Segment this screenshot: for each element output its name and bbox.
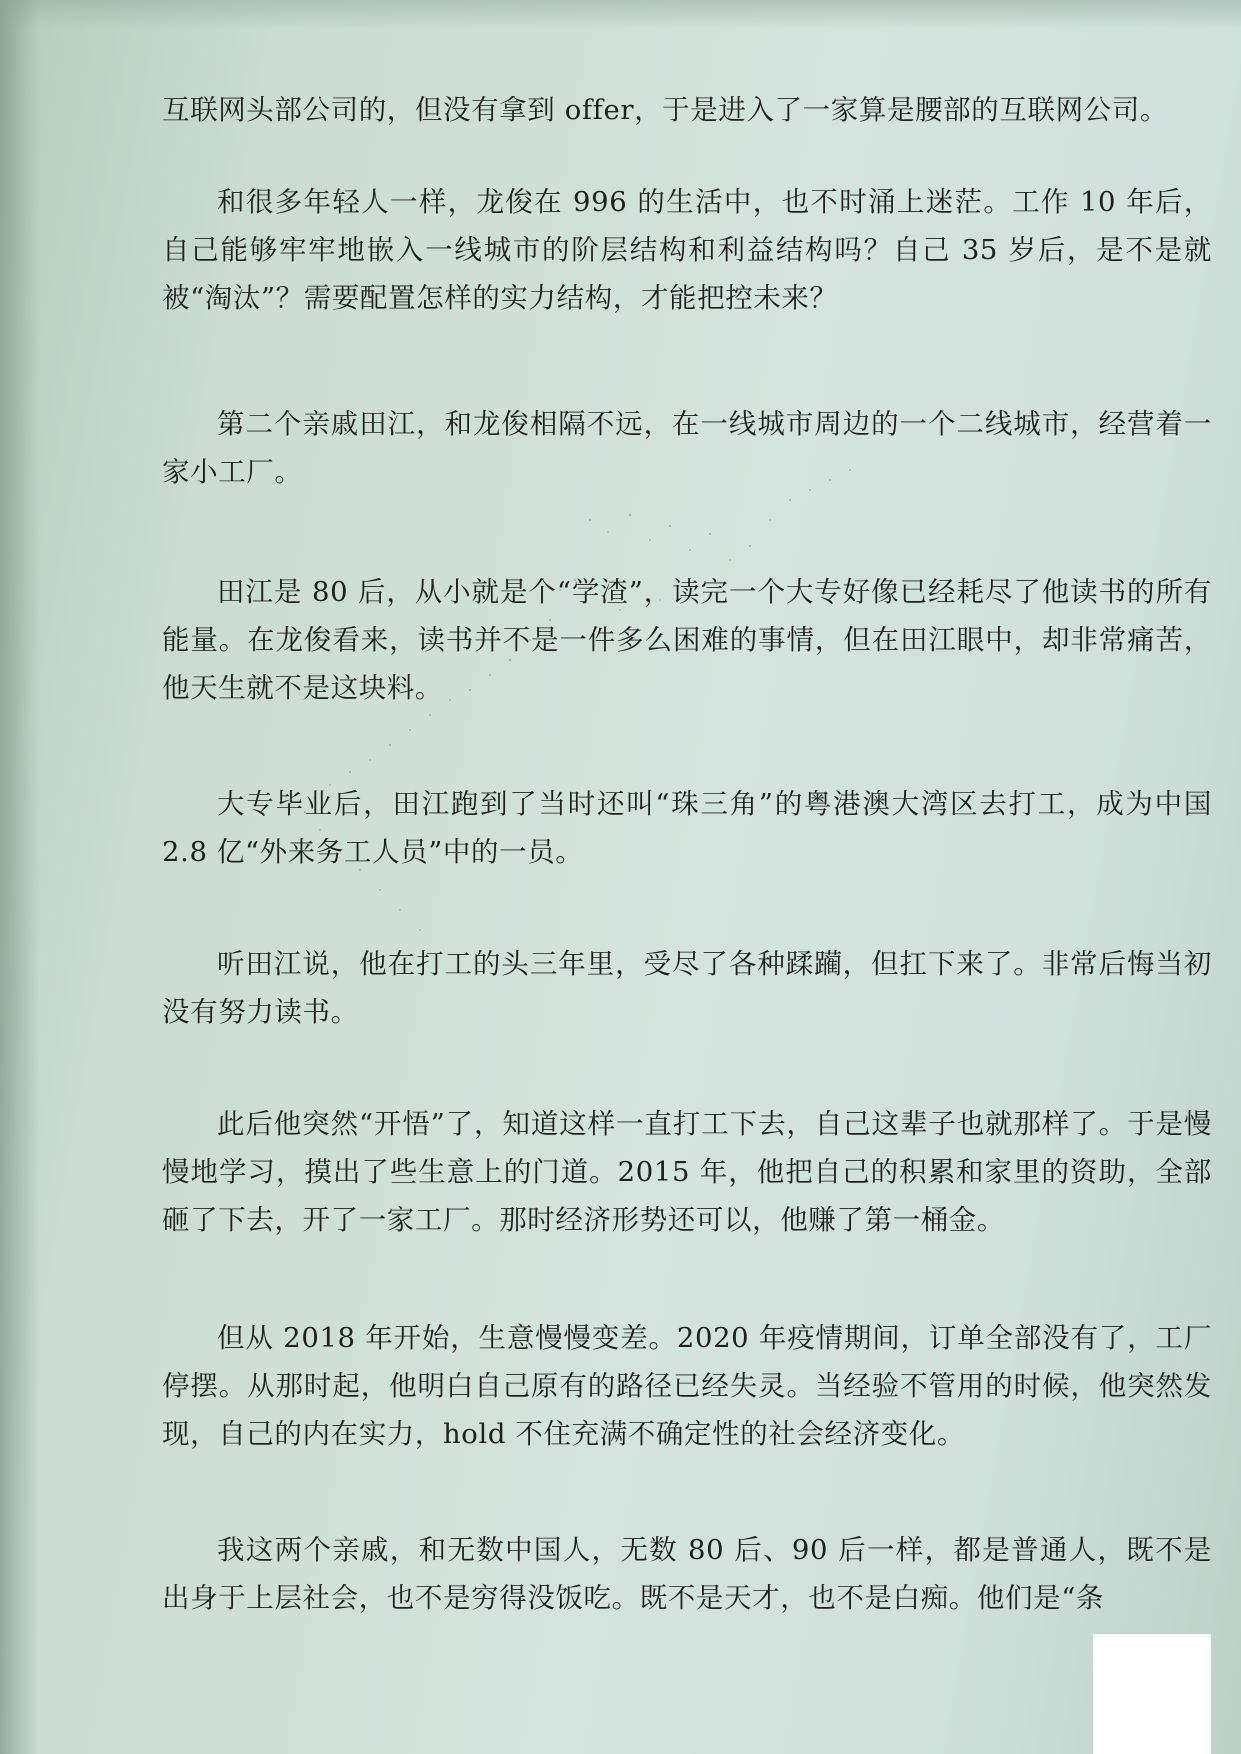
page-top-shadow: [0, 0, 1241, 30]
paragraph-1: 互联网头部公司的，但没有拿到 offer，于是进入了一家算是腰部的互联网公司。: [162, 94, 1168, 126]
print-speckles: [290, 460, 1110, 980]
white-patch: [1093, 1634, 1211, 1754]
page-edge-shadow: [0, 0, 40, 1754]
paragraph-4: 田江是 80 后，从小就是个“学渣”，读完一个大专好像已经耗尽了他读书的所有能量。在龙俊看来，读书并不是一件多么困难的事情，但在田江眼中，却非常痛苦，他天生就不是这块料。: [162, 576, 1212, 704]
paragraph-2: 和很多年轻人一样，龙俊在 996 的生活中，也不时涌上迷茫。工作 10 年后，自己能够牢牢地嵌入一线城市的阶层结构和利益结构吗？自己 35 岁后，是不是就被“淘汰”？需要配置怎样的实力结构，才能把控未来？: [162, 186, 1212, 314]
paragraph-5: 大专毕业后，田江跑到了当时还叫“珠三角”的粤港澳大湾区去打工，成为中国 2.8 亿“外来务工人员”中的一员。: [162, 788, 1212, 868]
paragraph-9: 我这两个亲戚，和无数中国人，无数 80 后、90 后一样，都是普通人，既不是出身于上层社会，也不是穷得没饭吃。既不是天才，也不是白痴。他们是“条: [162, 1534, 1212, 1614]
paragraph-8: 但从 2018 年开始，生意慢慢变差。2020 年疫情期间，订单全部没有了，工厂停摆。从那时起，他明白自己原有的路径已经失灵。当经验不管用的时候，他突然发现，自己的内在实力，hold 不住充满不确定性的社会经济变化。: [162, 1322, 1212, 1450]
paragraph-7: 此后他突然“开悟”了，知道这样一直打工下去，自己这辈子也就那样了。于是慢慢地学习，摸出了些生意上的门道。2015 年，他把自己的积累和家里的资助，全部砸了下去，开了一家工厂。那时经济形势还可以，他赚了第一桶金。: [162, 1108, 1212, 1236]
paragraph-3: 第二个亲戚田江，和龙俊相隔不远，在一线城市周边的一个二线城市，经营着一家小工厂。: [162, 408, 1212, 488]
paragraph-6: 听田江说，他在打工的头三年里，受尽了各种蹂躏，但扛下来了。非常后悔当初没有努力读书。: [162, 948, 1212, 1028]
